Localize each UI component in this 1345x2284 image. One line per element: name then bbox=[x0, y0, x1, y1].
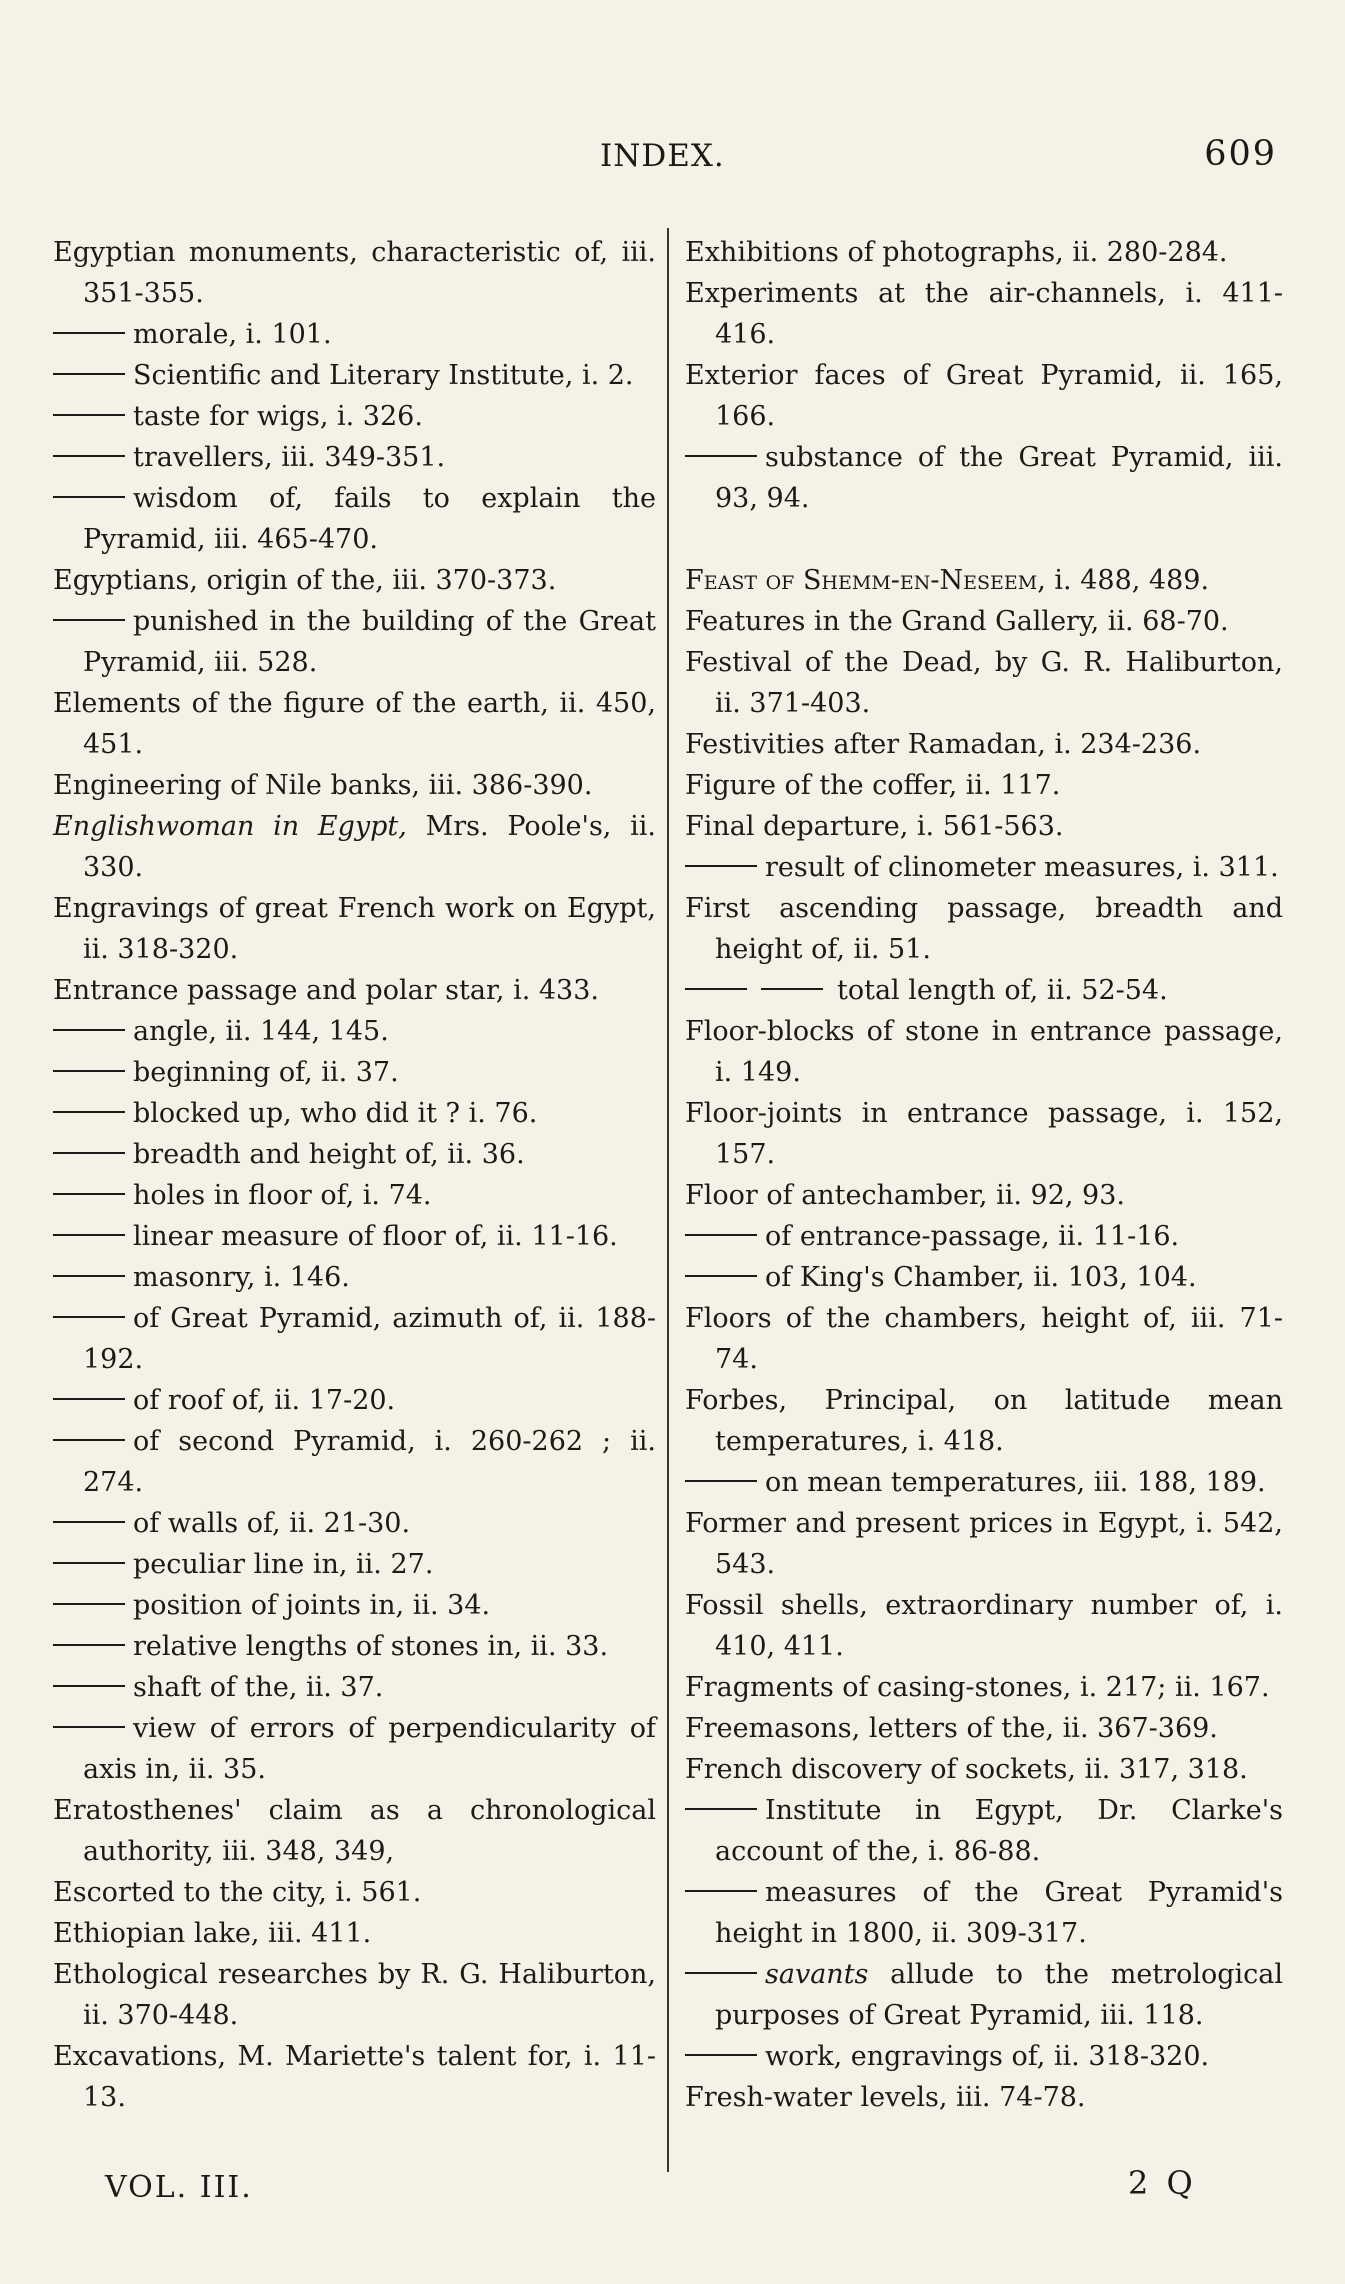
entry-text: position of joints in, ii. 34. bbox=[133, 1590, 491, 1621]
index-subentry bbox=[685, 847, 1283, 888]
entry-text: Mrs. Poole's, ii. 330. bbox=[83, 811, 656, 883]
entry-text: French discovery of sockets, ii. 317, 318. bbox=[685, 1754, 1248, 1785]
index-entry bbox=[53, 1954, 656, 2036]
entry-text: angle, ii. 144, 145. bbox=[133, 1016, 389, 1047]
ditto-dash bbox=[685, 455, 757, 457]
index-entry bbox=[685, 1708, 1283, 1749]
entry-text: of second Pyramid, i. 260-262 ; ii. 274. bbox=[83, 1426, 656, 1498]
index-subentry bbox=[53, 1216, 656, 1257]
entry-text: punished in the building of the Great Pyramid, iii. 528. bbox=[83, 606, 656, 678]
index-subentry bbox=[53, 1175, 656, 1216]
index-entry bbox=[685, 888, 1283, 970]
entry-text: Figure of the coffer, ii. 117. bbox=[685, 770, 1061, 801]
ditto-dash bbox=[53, 1070, 125, 1072]
ditto-dash bbox=[53, 455, 125, 457]
index-subentry bbox=[53, 314, 656, 355]
index-subentry bbox=[53, 1585, 656, 1626]
index-subentry bbox=[53, 396, 656, 437]
index-entry bbox=[685, 1503, 1283, 1585]
page-footer bbox=[0, 2164, 1345, 2220]
entry-text: Fossil shells, extraordinary number of, i. 410, 411. bbox=[685, 1590, 1283, 1662]
ditto-dash bbox=[685, 2054, 757, 2056]
index-subentry bbox=[685, 1216, 1283, 1257]
ditto-dash bbox=[685, 988, 747, 990]
ditto-dash bbox=[53, 1439, 125, 1441]
index-subentry bbox=[53, 478, 656, 560]
entry-text: allude to the metrological purposes of Great Pyramid, iii. 118. bbox=[715, 1959, 1283, 2031]
entry-text: Exhibitions of photographs, ii. 280-284. bbox=[685, 237, 1228, 268]
entry-text: of King's Chamber, ii. 103, 104. bbox=[765, 1262, 1197, 1293]
entry-text: of roof of, ii. 17-20. bbox=[133, 1385, 396, 1416]
entry-text: shaft of the, ii. 37. bbox=[133, 1672, 384, 1703]
ditto-dash bbox=[53, 1193, 125, 1195]
index-entry bbox=[53, 683, 656, 765]
entry-text: i. 488, 489. bbox=[1054, 565, 1210, 596]
index-entry bbox=[685, 806, 1283, 847]
entry-text: beginning of, ii. 37. bbox=[133, 1057, 399, 1088]
index-entry bbox=[685, 1667, 1283, 1708]
ditto-dash bbox=[685, 1275, 757, 1277]
entry-text: holes in floor of, i. 74. bbox=[133, 1180, 432, 1211]
page-number: 609 bbox=[1204, 134, 1277, 174]
index-entry bbox=[53, 806, 656, 888]
ditto-dash bbox=[53, 1111, 125, 1113]
index-subentry bbox=[53, 1503, 656, 1544]
ditto-dash bbox=[53, 1726, 125, 1728]
entry-text: Fragments of casing-stones, i. 217; ii. 167. bbox=[685, 1672, 1270, 1703]
index-entry bbox=[53, 970, 656, 1011]
index-entry bbox=[685, 1011, 1283, 1093]
index-subentry bbox=[685, 1257, 1283, 1298]
entry-text: peculiar line in, ii. 27. bbox=[133, 1549, 434, 1580]
ditto-dash bbox=[53, 1316, 125, 1318]
small-caps-heading: Feast of Shemm-en-Neseem, bbox=[685, 565, 1046, 596]
index-entry bbox=[685, 1380, 1283, 1462]
index-subentry bbox=[685, 970, 1283, 1011]
entry-text: taste for wigs, i. 326. bbox=[133, 401, 423, 432]
index-entry bbox=[685, 1749, 1283, 1790]
entry-text: First ascending passage, breadth and height of, ii. 51. bbox=[685, 893, 1283, 965]
entry-text: breadth and height of, ii. 36. bbox=[133, 1139, 525, 1170]
entry-text: wisdom of, fails to explain the Pyramid, iii. 465-470. bbox=[83, 483, 656, 555]
entry-text: Floor of antechamber, ii. 92, 93. bbox=[685, 1180, 1125, 1211]
entry-text: Eratosthenes' claim as a chronological authority, iii. 348, 349, bbox=[53, 1795, 656, 1867]
entry-text: Entrance passage and polar star, i. 433. bbox=[53, 975, 599, 1006]
ditto-dash bbox=[685, 1808, 757, 1810]
entry-text: result of clinometer measures, i. 311. bbox=[765, 852, 1279, 883]
index-entry bbox=[685, 1298, 1283, 1380]
entry-text: Final departure, i. 561-563. bbox=[685, 811, 1064, 842]
ditto-dash bbox=[685, 1972, 757, 1974]
entry-text: blocked up, who did it ? i. 76. bbox=[133, 1098, 538, 1129]
index-subentry bbox=[53, 1667, 656, 1708]
index-subentry bbox=[685, 1872, 1283, 1954]
entry-text: work, engravings of, ii. 318-320. bbox=[765, 2041, 1210, 2072]
volume-label: VOL. III. bbox=[105, 2170, 253, 2205]
index-subentry bbox=[685, 1790, 1283, 1872]
index-subentry bbox=[53, 1421, 656, 1503]
index-entry bbox=[685, 601, 1283, 642]
index-subentry bbox=[53, 1298, 656, 1380]
index-entry bbox=[53, 1872, 656, 1913]
ditto-dash bbox=[53, 332, 125, 334]
column-divider bbox=[667, 228, 669, 2172]
ditto-dash bbox=[53, 1562, 125, 1564]
entry-text: morale, i. 101. bbox=[133, 319, 332, 350]
entry-text: linear measure of floor of, ii. 11-16. bbox=[133, 1221, 618, 1252]
entry-text: Institute in Egypt, Dr. Clarke's account of the, i. 86-88. bbox=[715, 1795, 1283, 1867]
ditto-dash bbox=[685, 1234, 757, 1236]
index-subentry bbox=[53, 1093, 656, 1134]
ditto-dash bbox=[53, 619, 125, 621]
index-subentry bbox=[53, 1257, 656, 1298]
index-subentry bbox=[53, 355, 656, 396]
ditto-dash bbox=[53, 1398, 125, 1400]
index-subentry bbox=[685, 1954, 1283, 2036]
entry-text: Experiments at the air-channels, i. 411-416. bbox=[685, 278, 1283, 350]
entry-text: Ethological researches by R. G. Haliburton, ii. 370-448. bbox=[53, 1959, 656, 2031]
entry-text: Elements of the figure of the earth, ii. 450, 451. bbox=[53, 688, 656, 760]
entry-text: Escorted to the city, i. 561. bbox=[53, 1877, 422, 1908]
index-subentry bbox=[685, 437, 1283, 519]
index-subentry bbox=[53, 437, 656, 478]
entry-text: Freemasons, letters of the, ii. 367-369. bbox=[685, 1713, 1218, 1744]
entry-text: of entrance-passage, ii. 11-16. bbox=[765, 1221, 1180, 1252]
entry-text: of Great Pyramid, azimuth of, ii. 188-192. bbox=[83, 1303, 656, 1375]
index-subentry bbox=[685, 1462, 1283, 1503]
ditto-dash bbox=[53, 1152, 125, 1154]
entry-text: Ethiopian lake, iii. 411. bbox=[53, 1918, 372, 1949]
index-entry bbox=[685, 765, 1283, 806]
entry-text: Former and present prices in Egypt, i. 542, 543. bbox=[685, 1508, 1283, 1580]
index-column-right bbox=[685, 232, 1283, 2118]
index-subentry bbox=[53, 1380, 656, 1421]
index-entry bbox=[685, 1585, 1283, 1667]
entry-text: Excavations, M. Mariette's talent for, i. 11-13. bbox=[53, 2041, 656, 2113]
index-entry bbox=[685, 355, 1283, 437]
ditto-dash bbox=[53, 414, 125, 416]
index-entry bbox=[53, 1913, 656, 1954]
index-subentry bbox=[53, 1134, 656, 1175]
entry-text: Fresh-water levels, iii. 74-78. bbox=[685, 2082, 1086, 2113]
index-subentry bbox=[53, 1011, 656, 1052]
index-entry bbox=[685, 724, 1283, 765]
entry-text: Forbes, Principal, on latitude mean temperatures, i. 418. bbox=[685, 1385, 1283, 1457]
ditto-dash bbox=[53, 1644, 125, 1646]
index-subentry bbox=[53, 1626, 656, 1667]
section-gap bbox=[685, 519, 1283, 560]
index-subentry bbox=[685, 2036, 1283, 2077]
ditto-dash bbox=[685, 1480, 757, 1482]
entry-text: of walls of, ii. 21-30. bbox=[133, 1508, 411, 1539]
signature-mark: 2 Q bbox=[1128, 2164, 1197, 2202]
running-title: INDEX. bbox=[600, 138, 725, 174]
entry-text: Festivities after Ramadan, i. 234-236. bbox=[685, 729, 1202, 760]
ditto-dash bbox=[685, 865, 757, 867]
index-entry bbox=[53, 2036, 656, 2118]
ditto-dash bbox=[53, 1234, 125, 1236]
entry-text: Scientific and Literary Institute, i. 2. bbox=[133, 360, 634, 391]
ditto-dash bbox=[53, 373, 125, 375]
entry-text: view of errors of perpendicularity of axis in, ii. 35. bbox=[83, 1713, 656, 1785]
index-entry bbox=[685, 273, 1283, 355]
index-subentry bbox=[53, 1544, 656, 1585]
entry-text: Engravings of great French work on Egypt, ii. 318-320. bbox=[53, 893, 656, 965]
entry-text: Exterior faces of Great Pyramid, ii. 165, 166. bbox=[685, 360, 1283, 432]
running-header bbox=[0, 134, 1345, 188]
index-subentry bbox=[53, 1708, 656, 1790]
index-entry bbox=[685, 1175, 1283, 1216]
entry-text: Egyptians, origin of the, iii. 370-373. bbox=[53, 565, 557, 596]
entry-text: masonry, i. 146. bbox=[133, 1262, 350, 1293]
ditto-dash bbox=[53, 1275, 125, 1277]
entry-text: Floors of the chambers, height of, iii. 71-74. bbox=[685, 1303, 1283, 1375]
ditto-dash bbox=[53, 1029, 125, 1031]
entry-text: substance of the Great Pyramid, iii. 93, 94. bbox=[715, 442, 1283, 514]
entry-text: Floor-blocks of stone in entrance passage, i. 149. bbox=[685, 1016, 1283, 1088]
index-entry bbox=[685, 560, 1283, 601]
index-entry bbox=[685, 232, 1283, 273]
entry-text: travellers, iii. 349-351. bbox=[133, 442, 446, 473]
index-entry bbox=[53, 560, 656, 601]
entry-text: on mean temperatures, iii. 188, 189. bbox=[765, 1467, 1266, 1498]
entry-text: Features in the Grand Gallery, ii. 68-70. bbox=[685, 606, 1229, 637]
ditto-dash bbox=[53, 1521, 125, 1523]
ditto-dash bbox=[53, 496, 125, 498]
entry-text: measures of the Great Pyramid's height in 1800, ii. 309-317. bbox=[715, 1877, 1283, 1949]
index-column-left bbox=[53, 232, 656, 2118]
ditto-dash bbox=[53, 1603, 125, 1605]
entry-text: Engineering of Nile banks, iii. 386-390. bbox=[53, 770, 593, 801]
index-entry bbox=[685, 1093, 1283, 1175]
entry-text: Festival of the Dead, by G. R. Haliburton, ii. 371-403. bbox=[685, 647, 1283, 719]
entry-text: Egyptian monuments, characteristic of, iii. 351-355. bbox=[53, 237, 656, 309]
ditto-dash bbox=[761, 988, 823, 990]
ditto-dash bbox=[685, 1890, 757, 1892]
index-entry bbox=[53, 888, 656, 970]
index-entry bbox=[53, 1790, 656, 1872]
index-subentry bbox=[53, 1052, 656, 1093]
entry-text: relative lengths of stones in, ii. 33. bbox=[133, 1631, 609, 1662]
italic-title: savants bbox=[765, 1959, 869, 1990]
ditto-dash bbox=[53, 1685, 125, 1687]
index-entry bbox=[53, 765, 656, 806]
index-entry bbox=[685, 2077, 1283, 2118]
entry-text: Floor-joints in entrance passage, i. 152, 157. bbox=[685, 1098, 1283, 1170]
entry-text: total length of, ii. 52-54. bbox=[837, 975, 1168, 1006]
index-entry bbox=[685, 642, 1283, 724]
index-entry bbox=[53, 232, 656, 314]
italic-title: Englishwoman in Egypt, bbox=[53, 811, 407, 842]
index-subentry bbox=[53, 601, 656, 683]
